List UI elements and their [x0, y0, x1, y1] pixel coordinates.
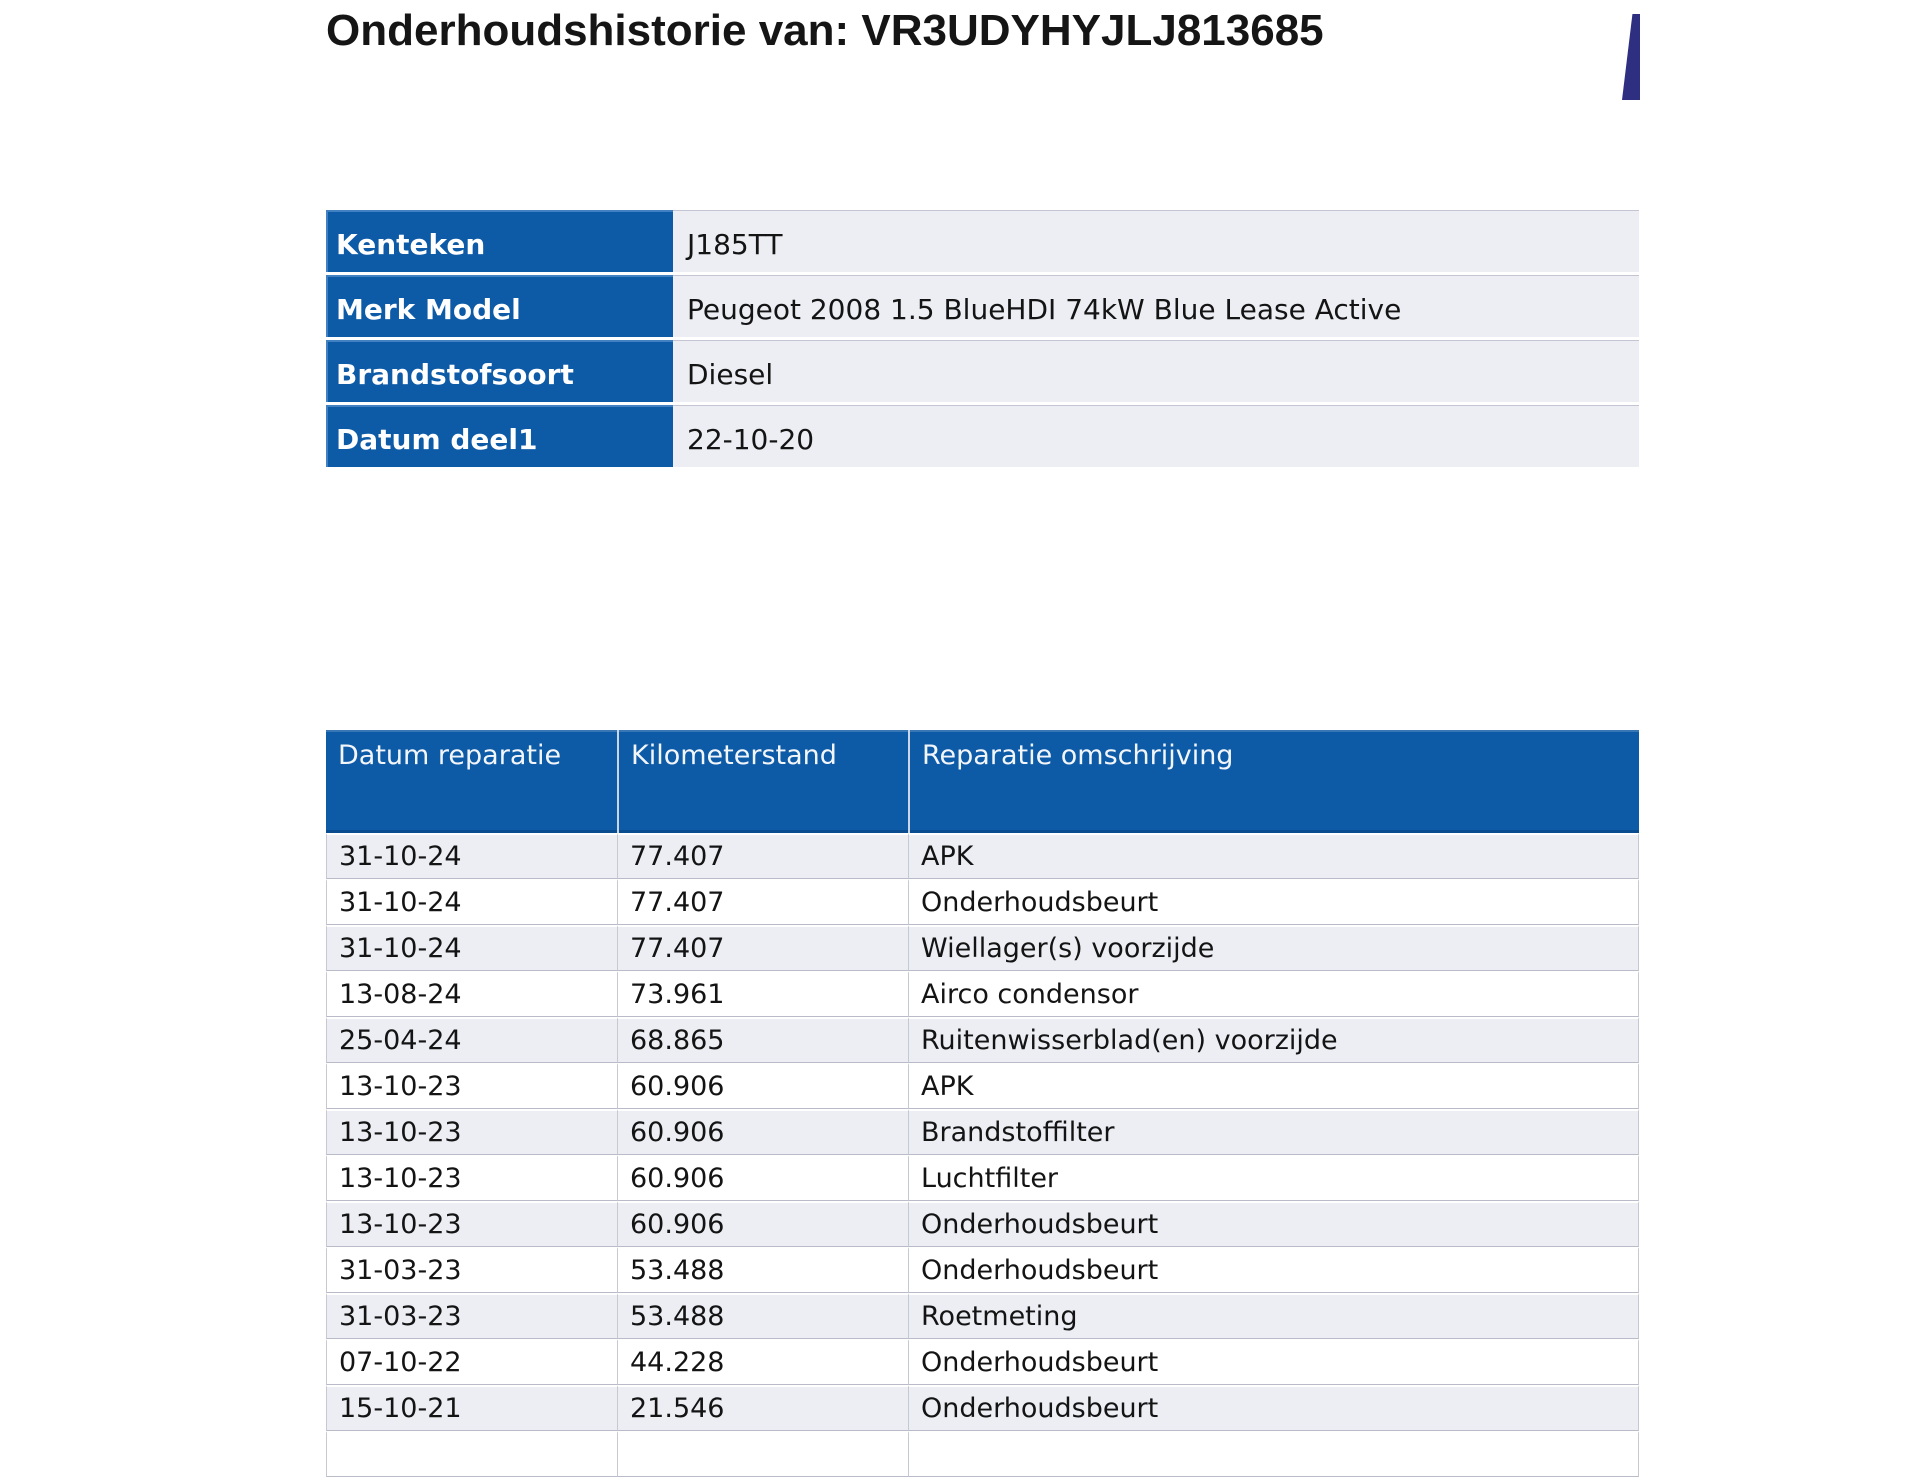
info-label-cell: Kenteken — [326, 210, 673, 275]
info-label-cell: Datum deel1 — [326, 405, 673, 470]
repair-description-cell: Onderhoudsbeurt — [908, 1385, 1639, 1431]
repair-date-cell: 31-10-24 — [326, 879, 617, 925]
repair-row — [326, 1385, 1639, 1431]
repair-date-cell: 31-03-23 — [326, 1293, 617, 1339]
repair-km-cell: 73.961 — [617, 971, 908, 1017]
col-header-kilometerstand: Kilometerstand — [617, 730, 908, 833]
repair-row — [326, 1247, 1639, 1293]
info-value-cell: J185TT — [673, 210, 1639, 275]
info-label-cell: Brandstofsoort — [326, 340, 673, 405]
repair-description-cell: APK — [908, 1063, 1639, 1109]
col-header-datum-reparatie: Datum reparatie — [326, 730, 617, 833]
repair-date-cell: 25-04-24 — [326, 1017, 617, 1063]
repair-km-cell: 60.906 — [617, 1155, 908, 1201]
repair-km-cell: 60.906 — [617, 1201, 908, 1247]
vehicle-info-row — [326, 340, 1639, 405]
info-value-cell: Diesel — [673, 340, 1639, 405]
repair-date-cell: 13-08-24 — [326, 971, 617, 1017]
repair-description-cell: Roetmeting — [908, 1293, 1639, 1339]
vehicle-info-table — [326, 210, 1639, 470]
repair-description-cell: Onderhoudsbeurt — [908, 879, 1639, 925]
repair-date-cell — [326, 1431, 617, 1477]
col-header-reparatie-omschrijving: Reparatie omschrijving — [908, 730, 1639, 833]
repair-km-cell: 77.407 — [617, 925, 908, 971]
info-value-cell: Peugeot 2008 1.5 BlueHDI 74kW Blue Lease Active — [673, 275, 1639, 340]
repair-row — [326, 1109, 1639, 1155]
repair-date-cell: 13-10-23 — [326, 1063, 617, 1109]
vehicle-info-row — [326, 275, 1639, 340]
repair-date-cell: 07-10-22 — [326, 1339, 617, 1385]
repair-description-cell: Onderhoudsbeurt — [908, 1339, 1639, 1385]
repair-history-table — [326, 730, 1639, 1477]
repair-date-cell: 31-03-23 — [326, 1247, 617, 1293]
info-label-cell: Merk Model — [326, 275, 673, 340]
page-title: Onderhoudshistorie van: VR3UDYHYJLJ813685 — [326, 6, 1324, 55]
repair-row — [326, 1063, 1639, 1109]
repair-row — [326, 971, 1639, 1017]
repair-description-cell: Wiellager(s) voorzijde — [908, 925, 1639, 971]
vehicle-info-row — [326, 405, 1639, 470]
repair-description-cell: Onderhoudsbeurt — [908, 1201, 1639, 1247]
repair-km-cell: 68.865 — [617, 1017, 908, 1063]
repair-km-cell: 53.488 — [617, 1247, 908, 1293]
repair-date-cell: 15-10-21 — [326, 1385, 617, 1431]
repair-description-cell: APK — [908, 833, 1639, 879]
repair-description-cell: Airco condensor — [908, 971, 1639, 1017]
repair-row — [326, 1293, 1639, 1339]
logo-fragment-icon — [1622, 14, 1640, 100]
repair-row — [326, 833, 1639, 879]
vehicle-info-row — [326, 210, 1639, 275]
repair-date-cell: 13-10-23 — [326, 1109, 617, 1155]
repair-row — [326, 1201, 1639, 1247]
repair-date-cell: 31-10-24 — [326, 833, 617, 879]
repair-km-cell: 77.407 — [617, 879, 908, 925]
repair-header-row — [326, 730, 1639, 833]
info-value-cell: 22-10-20 — [673, 405, 1639, 470]
repair-km-cell: 77.407 — [617, 833, 908, 879]
repair-km-cell: 53.488 — [617, 1293, 908, 1339]
repair-description-cell: Luchtfilter — [908, 1155, 1639, 1201]
repair-description-cell — [908, 1431, 1639, 1477]
repair-date-cell: 13-10-23 — [326, 1201, 617, 1247]
repair-km-cell: 21.546 — [617, 1385, 908, 1431]
repair-row — [326, 1339, 1639, 1385]
repair-row — [326, 925, 1639, 971]
repair-description-cell: Brandstoffilter — [908, 1109, 1639, 1155]
repair-row — [326, 1017, 1639, 1063]
repair-km-cell — [617, 1431, 908, 1477]
repair-km-cell: 60.906 — [617, 1063, 908, 1109]
repair-row — [326, 1155, 1639, 1201]
repair-date-cell: 13-10-23 — [326, 1155, 617, 1201]
repair-description-cell: Onderhoudsbeurt — [908, 1247, 1639, 1293]
repair-km-cell: 44.228 — [617, 1339, 908, 1385]
repair-row — [326, 1431, 1639, 1477]
repair-date-cell: 31-10-24 — [326, 925, 617, 971]
repair-description-cell: Ruitenwisserblad(en) voorzijde — [908, 1017, 1639, 1063]
repair-row — [326, 879, 1639, 925]
repair-km-cell: 60.906 — [617, 1109, 908, 1155]
